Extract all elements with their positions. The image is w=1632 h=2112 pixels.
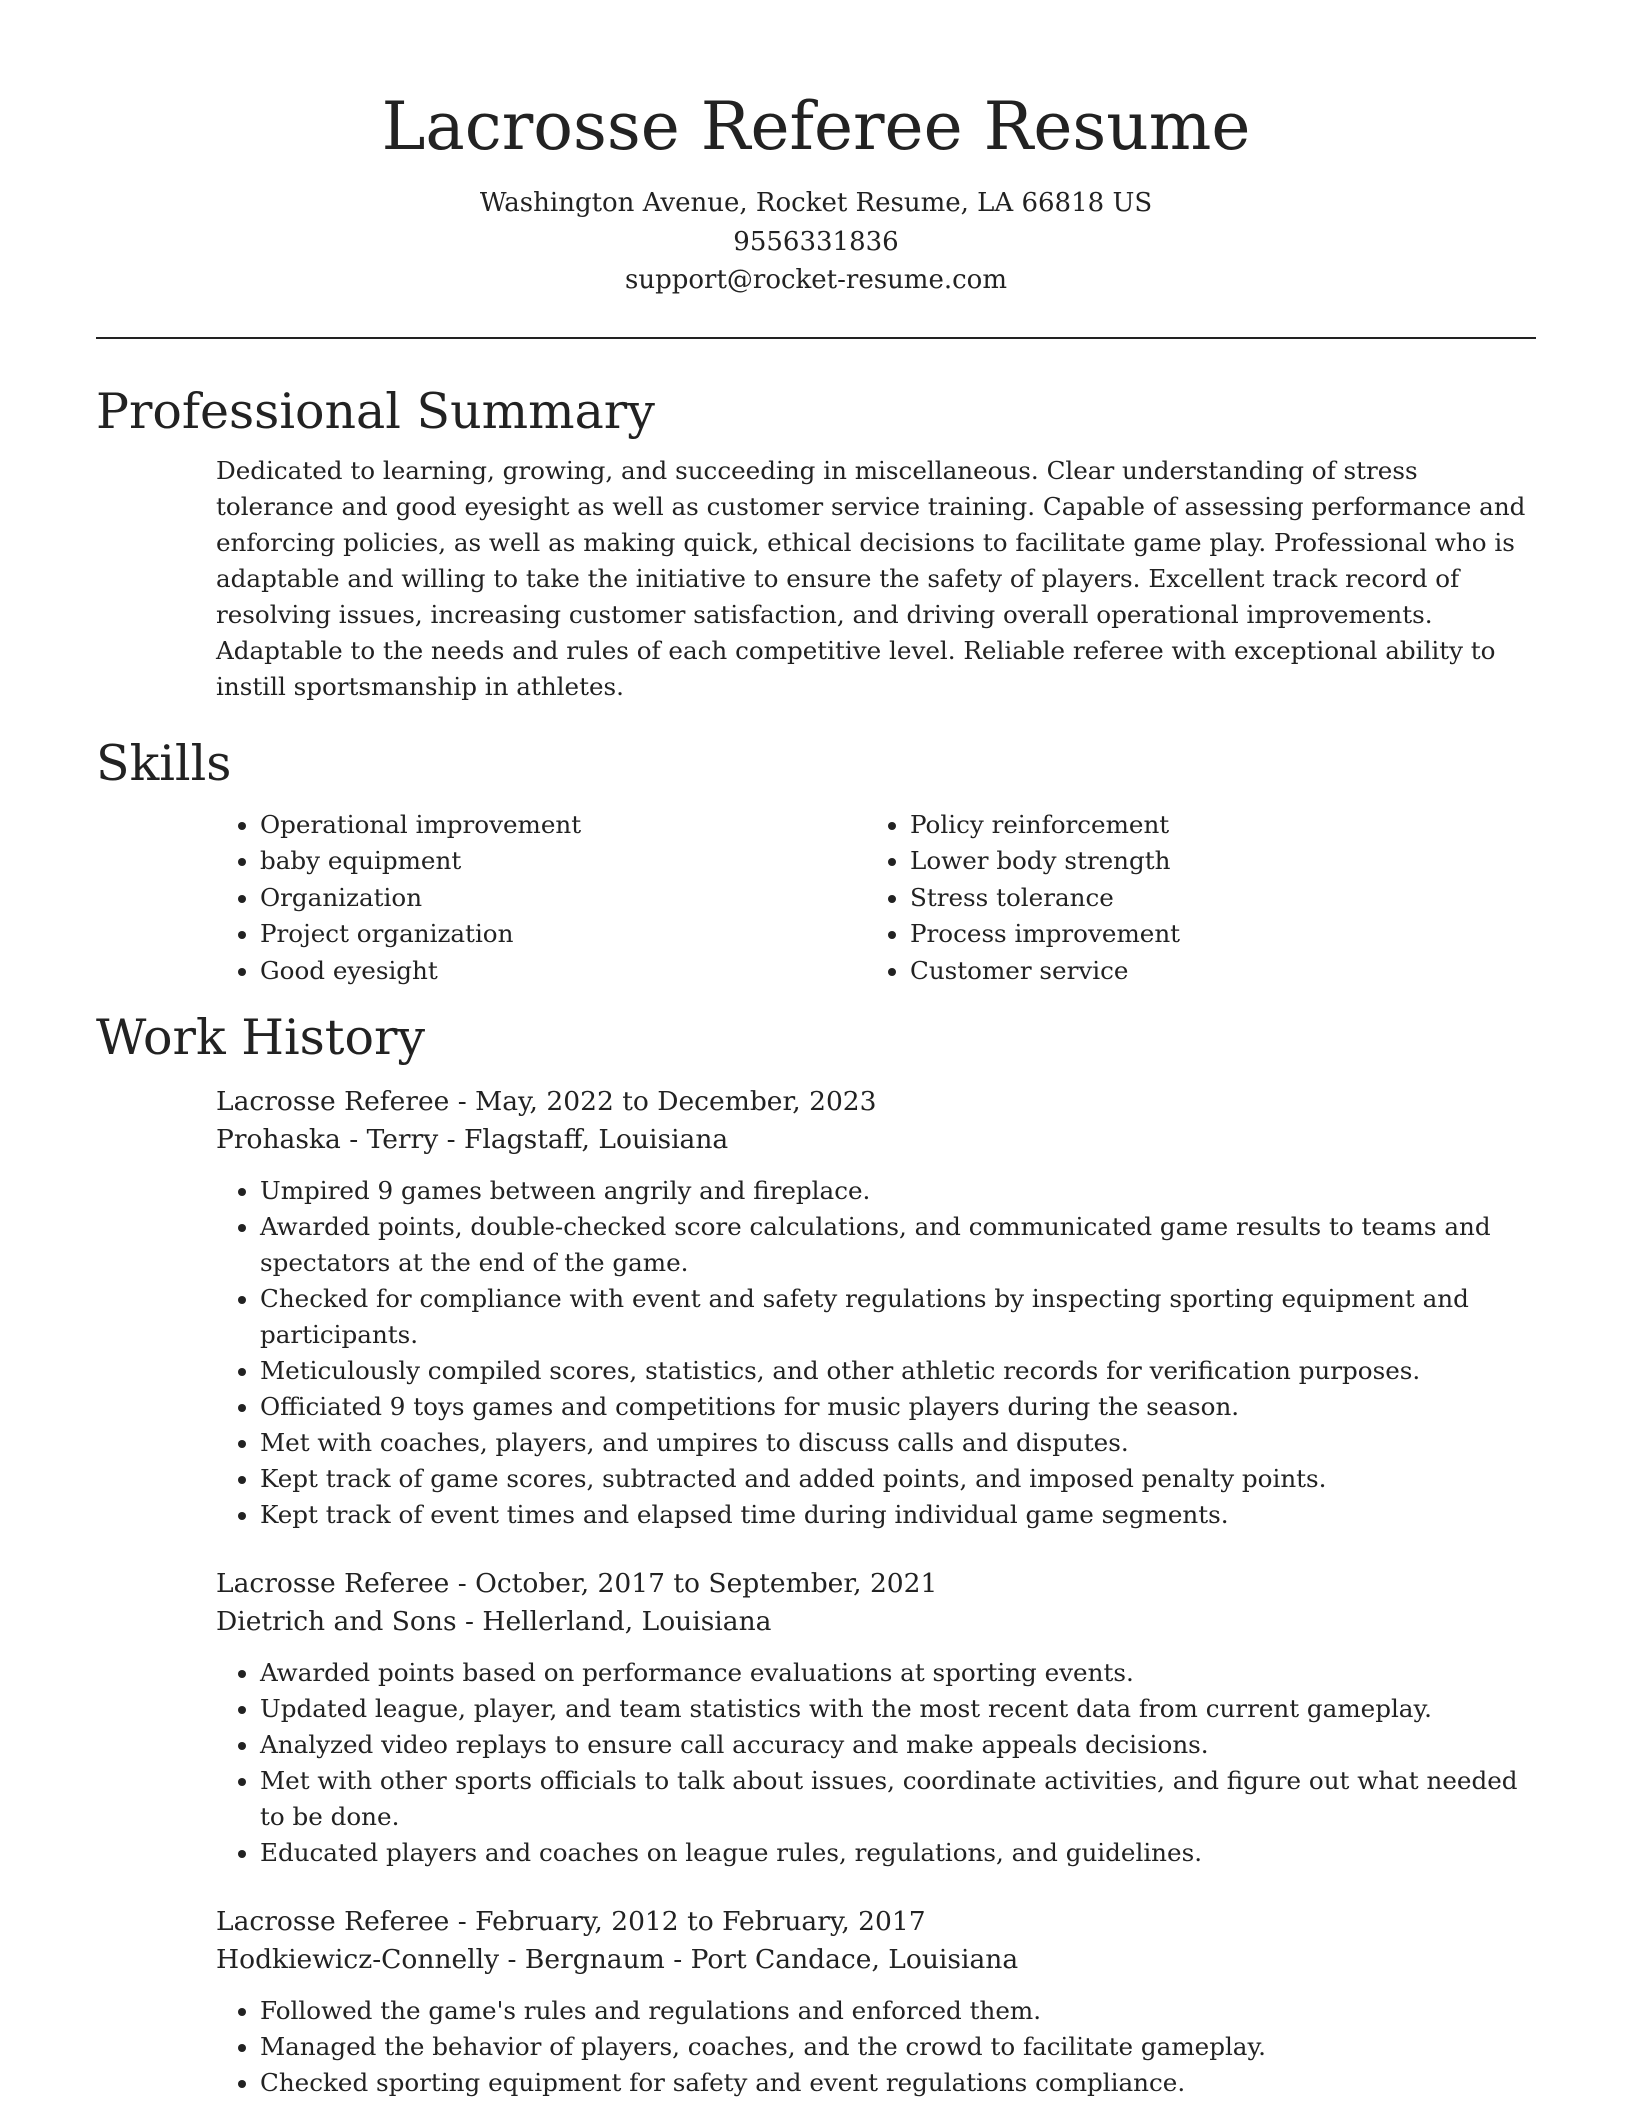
skill-item: • Stress tolerance [910,880,1516,917]
duty-item: • Educated players and coaches on league rules, regulations, and guidelines. [260,1835,1536,1871]
duty-item: • Followed the game's rules and regulations and enforced them. [260,1993,1536,2029]
skill-item: • Good eyesight [260,953,866,990]
duty-item: • Updated league, player, and team statistics with the most recent data from current gameplay. [260,1691,1536,1727]
duty-item: • Umpired 9 games between angrily and fireplace. [260,1173,1536,1209]
skills-column-left [216,807,866,990]
duty-item: • Officiated 9 toys games and competitions for music players during the season. [260,1389,1536,1425]
resume-title: Lacrosse Referee Resume [381,88,1251,165]
duty-item: • Checked for compliance with event and safety regulations by inspecting sporting equipment and participants. [260,1281,1536,1353]
skills-column-right [866,807,1516,990]
duty-item: • Kept track of event times and elapsed time during individual game segments. [260,1497,1536,1533]
work-history-heading: Work History [96,1009,426,1067]
contact-block [96,184,1536,300]
skill-item: • baby equipment [260,843,866,880]
contact-address: Washington Avenue, Rocket Resume, LA 66818 US [479,188,1153,218]
header-divider [96,337,1536,339]
job-duties [216,1655,1536,1871]
duty-item: • Meticulously compiled scores, statistics, and other athletic records for verification purposes. [260,1353,1536,1389]
skill-item: • Policy reinforcement [910,807,1516,844]
job-title-dates: Lacrosse Referee - February, 2012 to February, 2017 [216,1906,926,1938]
job-company-location: Hodkiewicz-Connelly - Bergnaum - Port Candace, Louisiana [216,1944,1019,1976]
job-title-dates: Lacrosse Referee - May, 2022 to December, 2023 [216,1086,877,1118]
duty-item: • Met with coaches, players, and umpires to discuss calls and disputes. [260,1425,1536,1461]
skill-item: • Customer service [910,953,1516,990]
duty-item: • Kept track of game scores, subtracted and added points, and imposed penalty points. [260,1461,1536,1497]
job-company-location: Dietrich and Sons - Hellerland, Louisiana [216,1606,772,1638]
skill-item: • Process improvement [910,916,1516,953]
summary-text: Dedicated to learning, growing, and succeeding in miscellaneous. Clear understanding of stress tolerance and good eyesight as well as customer service training. Capable of assessing performance and enforcing policies, as well as making quick, ethical decisions to facilitate game play. Professional who is adaptable and willing to take the initiative to ensure the safety of players. Excellent track record of resolving issues, increasing customer satisfaction, and driving overall operational improvements. Adaptable to the needs and rules of each competitive level. Reliable referee with exceptional ability to instill sportsmanship in athletes. [216,455,1526,701]
job-company-location: Prohaska - Terry - Flagstaff, Louisiana [216,1124,729,1156]
skill-item: • Project organization [260,916,866,953]
skill-item: • Organization [260,880,866,917]
skill-item: • Operational improvement [260,807,866,844]
duty-item: • Checked sporting equipment for safety and event regulations compliance. [260,2065,1536,2101]
duty-item: • Analyzed video replays to ensure call accuracy and make appeals decisions. [260,1727,1536,1763]
job-entry [216,1903,1536,2101]
duty-item: • Awarded points, double-checked score calculations, and communicated game results to teams and spectators at the end of the game. [260,1209,1536,1281]
contact-email: support@rocket-resume.com [624,265,1007,295]
job-title-dates: Lacrosse Referee - October, 2017 to September, 2021 [216,1568,938,1600]
duty-item: • Met with other sports officials to talk about issues, coordinate activities, and figure out what needed to be done. [260,1763,1536,1835]
summary-heading: Professional Summary [96,382,655,440]
contact-phone: 9556331836 [733,226,899,257]
job-entry [216,1565,1536,1871]
skills-heading: Skills [96,734,232,792]
duty-item: • Managed the behavior of players, coaches, and the crowd to facilitate gameplay. [260,2029,1536,2065]
job-duties [216,1173,1536,1533]
duty-item: • Awarded points based on performance evaluations at sporting events. [260,1655,1536,1691]
skill-item: • Lower body strength [910,843,1516,880]
skills-list [216,807,1536,990]
resume-page [96,80,1536,2101]
job-duties [216,1993,1536,2101]
job-entry [216,1083,1536,1533]
